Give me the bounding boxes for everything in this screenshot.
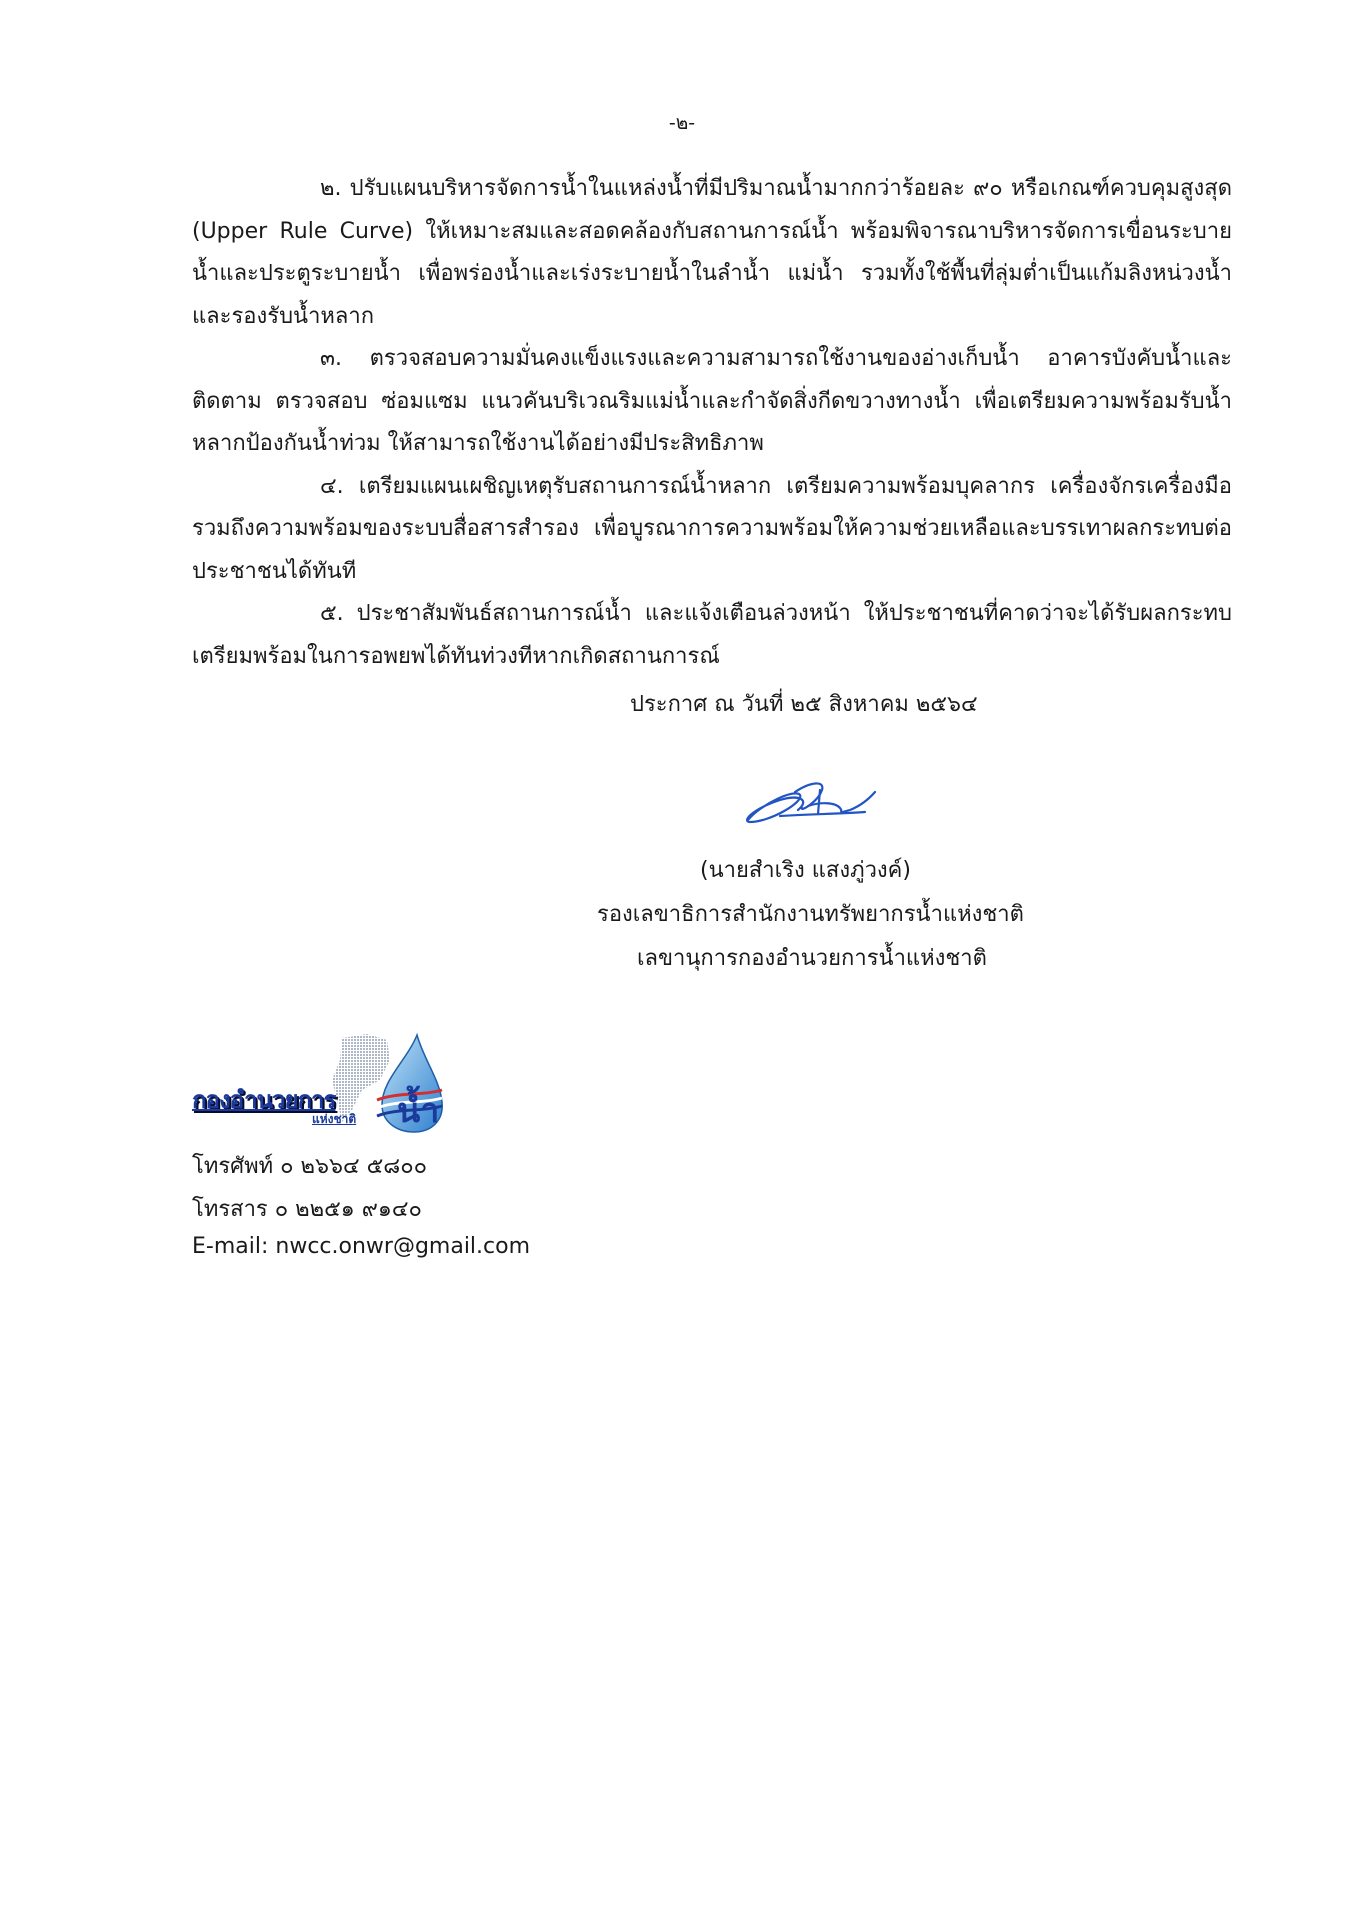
svg-text:น้ำ: น้ำ [397,1091,440,1131]
signer-title-2: เลขานุการกองอำนวยการน้ำแห่งชาติ [637,946,987,971]
contact-fax: โทรสาร ๐ ๒๒๕๑ ๙๑๔๐ [192,1197,422,1222]
paragraph-5: ๕. ประชาสัมพันธ์สถานการณ์น้ำ และแจ้งเตือนล่วงหน้า ให้ประชาชนที่คาดว่าจะได้รับผลกระทบ เตรียมพร้อมในการอพยพได้ทันท่วงทีหากเกิดสถานการณ์ [192,601,1232,669]
paragraph-3: ๓. ตรวจสอบความมั่นคงแข็งแรงและความสามารถใช้งานของอ่างเก็บน้ำ อาคารบังคับน้ำและติดตาม ตรวจสอบ ซ่อมแซม แนวคันบริเวณริมแม่น้ำและกำจัดสิ่งกีดขวางทางน้ำ เพื่อเตรียมความพร้อมรับน้ำหลากป้องกันน้ำท่วม ให้สามารถใช้งานได้อย่างมีประสิทธิภาพ [192,346,1232,456]
contact-phone: โทรศัพท์ ๐ ๒๖๖๔ ๕๘๐๐ [192,1154,428,1179]
page-number: -๒- [668,112,696,134]
document-body [192,168,1232,678]
signature-icon [740,770,890,830]
logo-subtext: แห่งชาติ [312,1112,357,1126]
paragraph-4: ๔. เตรียมแผนเผชิญเหตุรับสถานการณ์น้ำหลาก เตรียมความพร้อมบุคลากร เครื่องจักรเครื่องมือรวมถึงความพร้อมของระบบสื่อสารสำรอง เพื่อบูรณาการความพร้อมให้ความช่วยเหลือและบรรเทาผลกระทบต่อประชาชนได้ทันที [192,473,1232,584]
paragraph-2: ๒. ปรับแผนบริหารจัดการน้ำในแหล่งน้ำที่มีปริมาณน้ำมากกว่าร้อยละ ๙๐ หรือเกณฑ์ควบคุมสูงสุด (Upper Rule Curve) ให้เหมาะสมและสอดคล้องกับสถานการณ์น้ำ พร้อมพิจารณาบริหารจัดการเขื่อนระบายน้ำและประตูระบายน้ำ เพื่อพร่องน้ำและเร่งระบายน้ำในลำน้ำ แม่น้ำ รวมทั้งใช้พื้นที่ลุ่มต่ำเป็นแก้มลิงหน่วงน้ำและรองรับน้ำหลาก [192,176,1232,329]
organization-logo [192,1030,452,1135]
signer-name: (นายสำเริง แสงภู่วงค์) [700,858,911,883]
signer-title-1: รองเลขาธิการสำนักงานทรัพยากรน้ำแห่งชาติ [597,902,1024,927]
logo-text: กองอำนวยการ [192,1086,336,1114]
contact-email[interactable]: E-mail: nwcc.onwr@gmail.com [192,1234,531,1259]
announcement-date: ประกาศ ณ วันที่ ๒๕ สิงหาคม ๒๕๖๔ [630,692,978,717]
